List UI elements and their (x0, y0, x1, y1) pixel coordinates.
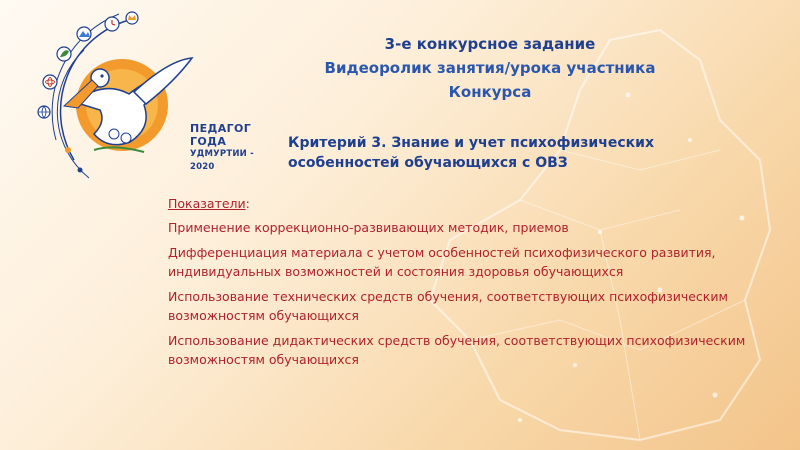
indicators-label: Показатели (168, 196, 246, 211)
indicators-label-colon: : (245, 196, 250, 211)
logo-line1: ПЕДАГОГ ГОДА (190, 122, 252, 148)
slide-header (280, 32, 700, 104)
crown-icon (126, 12, 138, 24)
indicator-item: Использование дидактических средств обучения, соответствующих психофизическим возможностям обучающихся (168, 333, 746, 367)
indicators-label-line (168, 194, 758, 213)
criterion-line1: Критерий 3. Знание и учет психофизических (288, 135, 654, 151)
indicator-item: Использование технических средств обучения, соответствующих психофизическим возможностям обучающихся (168, 289, 728, 323)
globe-icon (38, 106, 50, 118)
criterion-heading (288, 133, 728, 173)
indicators-block (168, 194, 758, 375)
task-subtitle-line2: Конкурса (448, 83, 532, 101)
indicator-item: Дифференциация материала с учетом особенностей психофизического развития, индивидуальных возможностей и состояния здоровья обучающихся (168, 245, 716, 279)
atom-icon (43, 75, 57, 89)
task-title: 3-е конкурсное задание (384, 35, 596, 53)
task-subtitle-line1: Видеоролик занятия/урока участника (324, 59, 656, 77)
logo-line2: УДМУРТИИ - 2020 (190, 149, 254, 172)
mountain-icon (77, 27, 91, 41)
alarm-clock-icon (105, 17, 119, 31)
contest-logo (34, 10, 274, 200)
leaf-icon (57, 47, 71, 61)
logo-caption (190, 122, 274, 174)
indicator-item: Применение коррекционно-развивающих методик, приемов (168, 220, 569, 235)
criterion-line2: особенностей обучающихся с ОВЗ (288, 155, 568, 171)
